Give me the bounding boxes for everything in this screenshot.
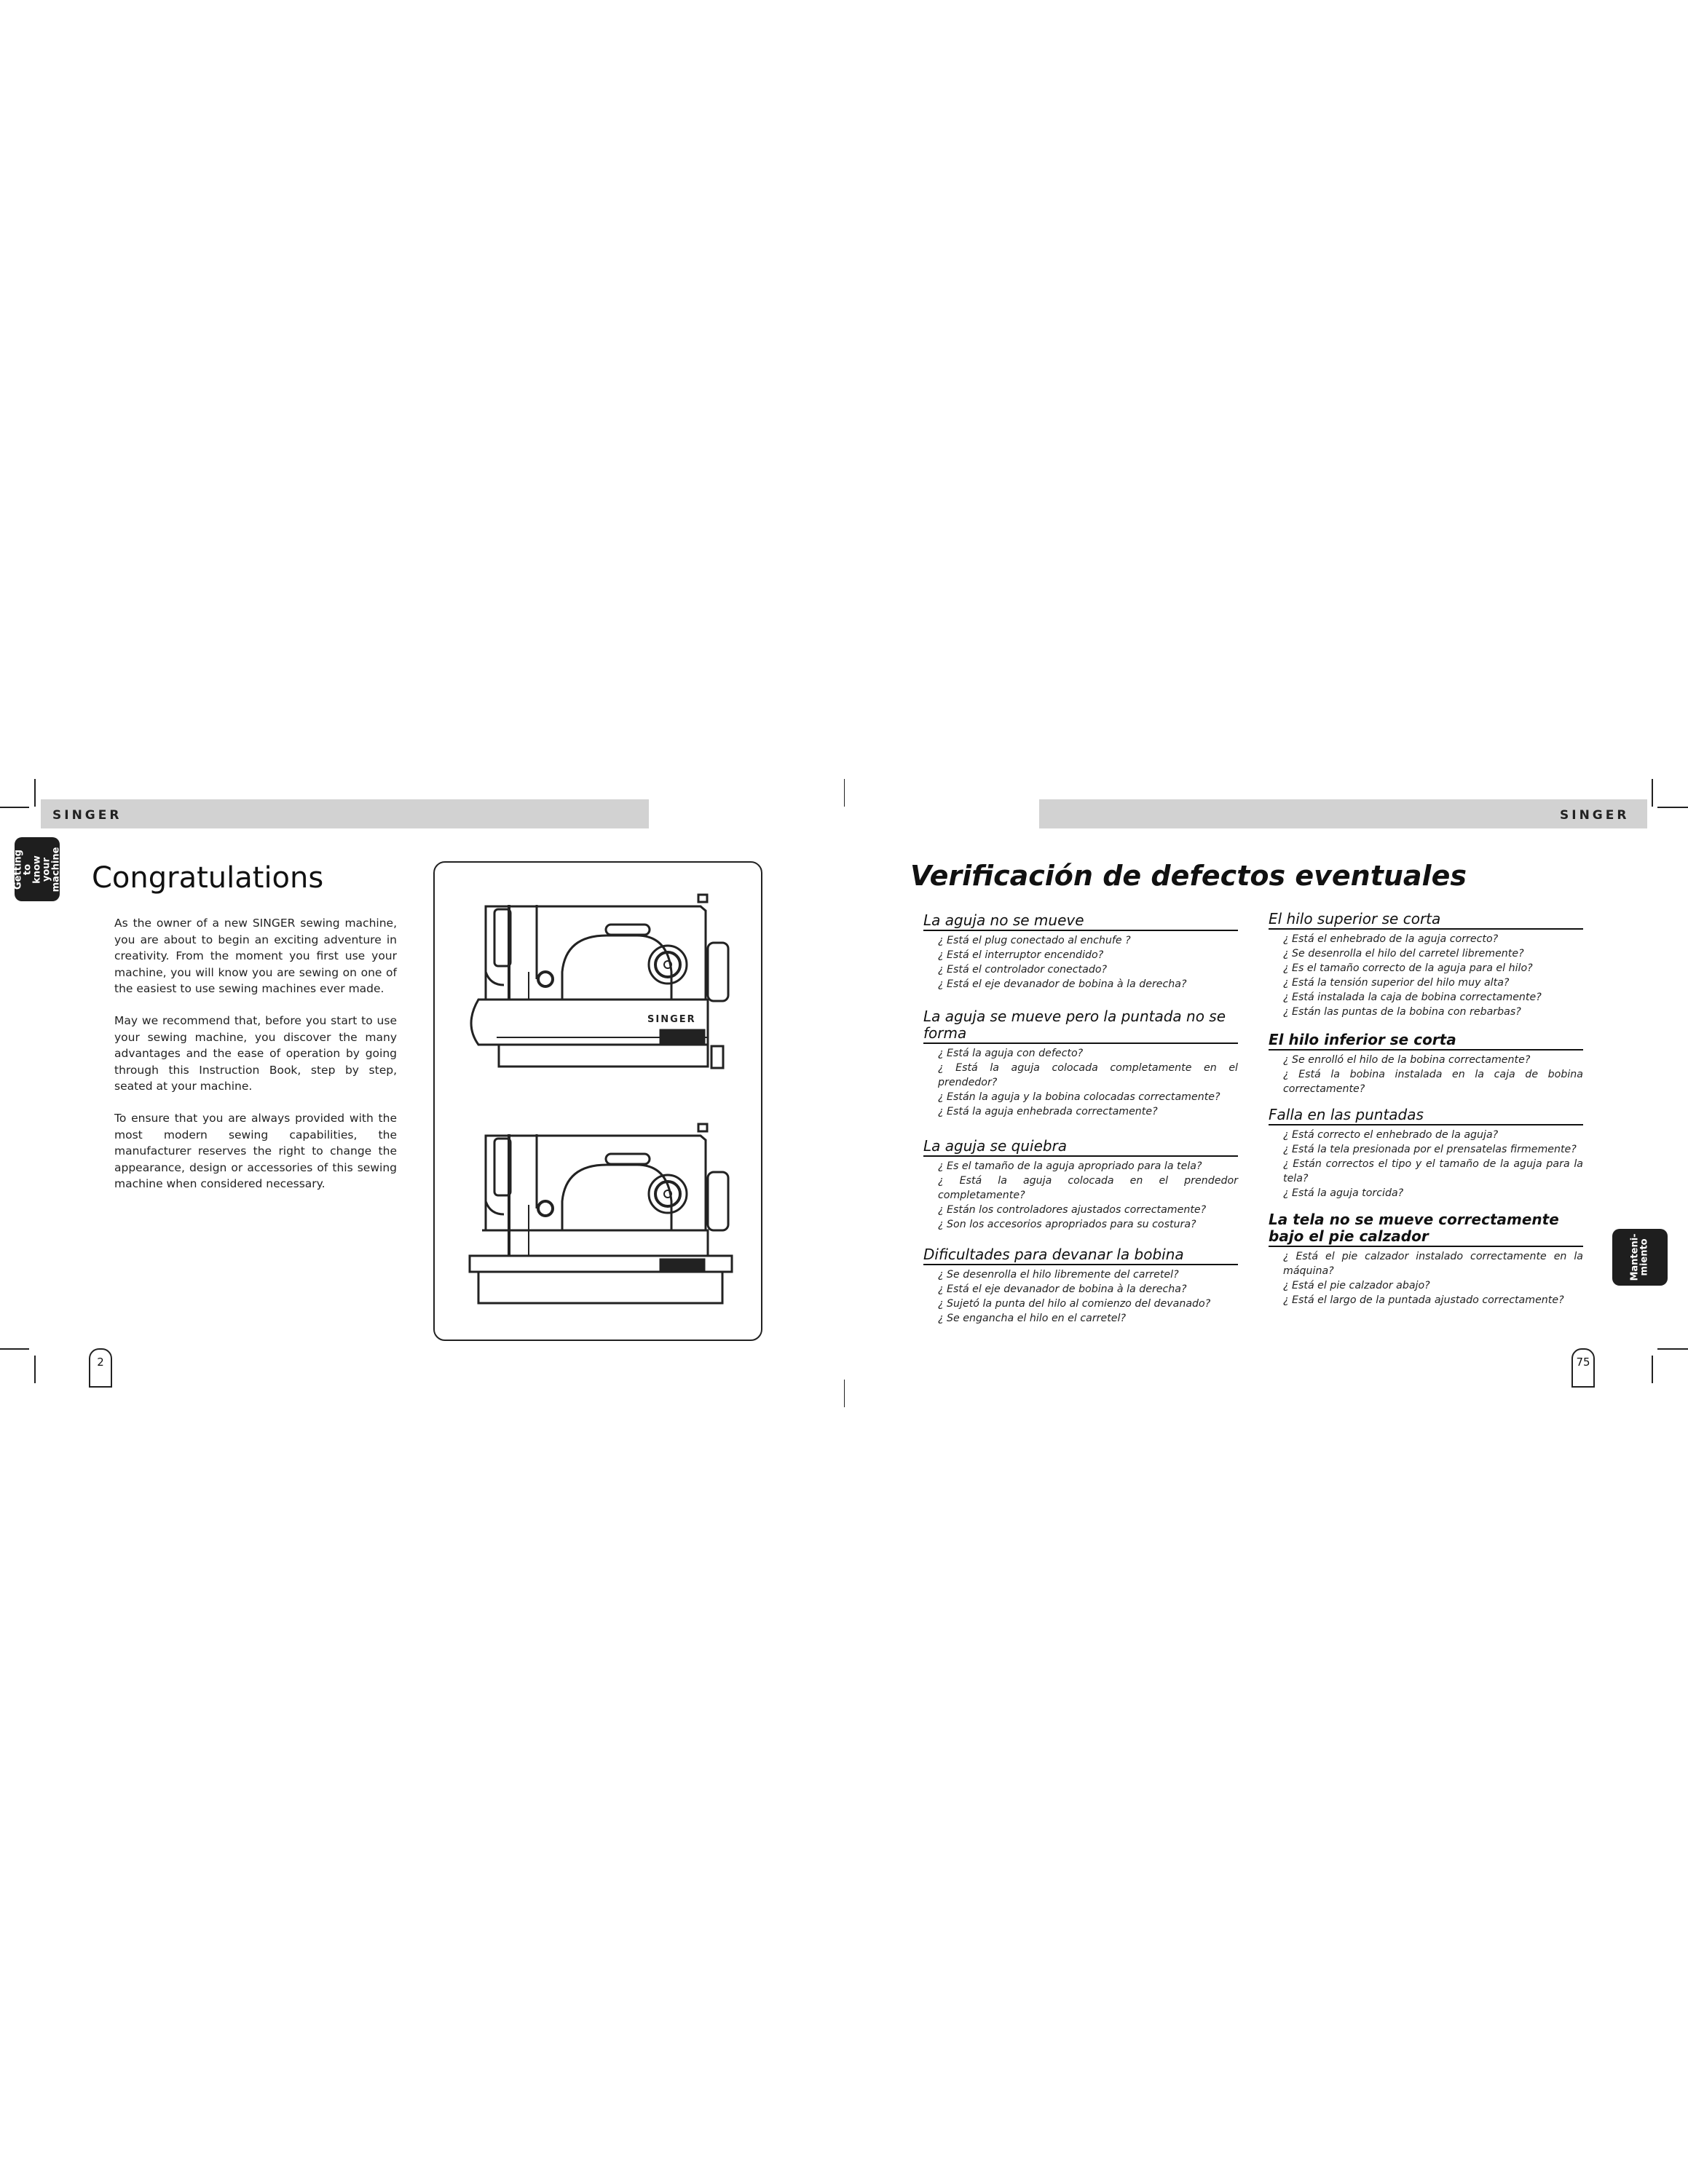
paragraph-3: To ensure that you are always provided with the most modern sewing capabilities, the manufacturer reserves the right to change the appearance, design or accessories of this sewing machine when considered necessary. bbox=[114, 1112, 397, 1190]
crop-mark bbox=[0, 807, 29, 808]
machine-brand-label: SINGER bbox=[647, 1014, 696, 1025]
section-hilo-superior-se-corta bbox=[1269, 911, 1583, 1019]
side-tab-mantenimiento bbox=[1612, 1229, 1668, 1286]
section-la-aguja-no-se-mueve bbox=[923, 912, 1238, 992]
list-item: ¿ Está el pie calzador abajo? bbox=[1283, 1280, 1430, 1291]
crop-mark bbox=[34, 779, 36, 807]
list-item: ¿ Está la bobina instalada en la caja de bobina correctamente? bbox=[1283, 1069, 1583, 1095]
crop-mark bbox=[0, 1348, 29, 1350]
list-item: ¿ Se enrolló el hilo de la bobina correctamente? bbox=[1283, 1054, 1531, 1066]
header-bar-right bbox=[1039, 799, 1647, 828]
list-item: ¿ Se desenrolla el hilo libremente del carretel? bbox=[938, 1269, 1179, 1281]
section-dificultades-devanar bbox=[923, 1246, 1238, 1326]
section-heading: La aguja se quiebra bbox=[923, 1138, 1238, 1157]
list-item: ¿ Está la aguja torcida? bbox=[1283, 1187, 1404, 1199]
page-number-left: 2 bbox=[89, 1348, 112, 1388]
list-item: ¿ Está la aguja enhebrada correctamente? bbox=[938, 1106, 1158, 1117]
crop-mark bbox=[844, 779, 845, 807]
section-heading: La tela no se mueve correctamente bajo el pie calzador bbox=[1269, 1211, 1583, 1247]
list-item: ¿ Es el tamaño correcto de la aguja para el hilo? bbox=[1283, 962, 1533, 974]
list-item: ¿ Está el enhebrado de la aguja correcto? bbox=[1283, 933, 1499, 945]
section-heading: Falla en las puntadas bbox=[1269, 1107, 1583, 1125]
page-title-right: Verificación de defectos eventuales bbox=[910, 860, 1467, 892]
paragraph-1: As the owner of a new SINGER sewing machine, you are about to begin an exciting adventure in creativity. From the moment you first use your machine, you will know you are sewing on one of the easiest to use sewing machines ever made. bbox=[114, 917, 397, 995]
side-tab-label: Manteni- miento bbox=[1629, 1233, 1650, 1281]
list-item: ¿ Es el tamaño de la aguja apropriado para la tela? bbox=[938, 1160, 1202, 1172]
sewing-machine-bottom-icon bbox=[470, 1124, 732, 1303]
list-item: ¿ Están la aguja y la bobina colocadas correctamente? bbox=[938, 1091, 1220, 1103]
section-tela-no-se-mueve bbox=[1269, 1211, 1583, 1307]
section-la-aguja-se-quiebra bbox=[923, 1138, 1238, 1232]
list-item: ¿ Está instalada la caja de bobina correctamente? bbox=[1283, 992, 1542, 1003]
list-item: ¿ Está la tela presionada por el prensatelas firmemente? bbox=[1283, 1144, 1577, 1155]
page-title-left: Congratulations bbox=[92, 861, 324, 895]
section-heading: El hilo superior se corta bbox=[1269, 911, 1583, 930]
list-item: ¿ Está la aguja colocada en el prendedor completamente? bbox=[938, 1175, 1238, 1201]
list-item: ¿ Está la tensión superior del hilo muy alta? bbox=[1283, 977, 1510, 989]
list-item: ¿ Son los accesorios apropriados para su costura? bbox=[938, 1219, 1196, 1230]
list-item: ¿ Está el eje devanador de bobina à la derecha? bbox=[938, 1283, 1187, 1295]
list-item: ¿ Está el eje devanador de bobina à la derecha? bbox=[938, 978, 1187, 990]
list-item: ¿ Está la aguja colocada completamente en el prendedor? bbox=[938, 1062, 1238, 1088]
crop-mark bbox=[1652, 779, 1653, 807]
list-item: ¿ Está el plug conectado al enchufe ? bbox=[938, 935, 1131, 946]
list-item: ¿ Está el pie calzador instalado correctamente en la máquina? bbox=[1283, 1251, 1583, 1277]
brand-left: SINGER bbox=[52, 808, 122, 823]
brand-right: SINGER bbox=[1560, 808, 1630, 823]
crop-mark bbox=[1657, 1348, 1688, 1350]
section-hilo-inferior-se-corta bbox=[1269, 1032, 1583, 1096]
crop-mark bbox=[1652, 1356, 1653, 1383]
list-item: ¿ Está el largo de la puntada ajustado correctamente? bbox=[1283, 1294, 1564, 1306]
crop-mark bbox=[844, 1380, 845, 1407]
sewing-machine-illustration bbox=[435, 863, 761, 1340]
list-item: ¿ Está correcto el enhebrado de la aguja? bbox=[1283, 1129, 1499, 1141]
list-item: ¿ Se desenrolla el hilo del carretel libremente? bbox=[1283, 948, 1524, 960]
list-item: ¿ Están correctos el tipo y el tamaño de la aguja para la tela? bbox=[1283, 1158, 1583, 1184]
side-tab-getting-to-know bbox=[12, 837, 62, 901]
list-item: ¿ Está el controlador conectado? bbox=[938, 964, 1108, 976]
crop-mark bbox=[1657, 807, 1688, 808]
list-item: ¿ Está la aguja con defecto? bbox=[938, 1048, 1084, 1059]
section-aguja-se-mueve-puntada bbox=[923, 1008, 1238, 1119]
section-heading: La aguja se mueve pero la puntada no se forma bbox=[923, 1008, 1238, 1044]
list-item: ¿ Están los controladores ajustados correctamente? bbox=[938, 1204, 1207, 1216]
side-tab-label: Getting to know your machine bbox=[12, 847, 62, 892]
list-item: ¿ Está el interruptor encendido? bbox=[938, 949, 1104, 961]
section-heading: Dificultades para devanar la bobina bbox=[923, 1246, 1238, 1265]
header-bar-left bbox=[41, 799, 649, 828]
list-item: ¿ Se engancha el hilo en el carretel? bbox=[938, 1313, 1127, 1324]
crop-mark bbox=[34, 1356, 36, 1383]
sewing-machine-top-icon bbox=[471, 895, 728, 1068]
list-item: ¿ Están las puntas de la bobina con rebarbas? bbox=[1283, 1006, 1521, 1018]
section-falla-en-las-puntadas bbox=[1269, 1107, 1583, 1200]
section-heading: La aguja no se mueve bbox=[923, 912, 1238, 931]
illustration-frame bbox=[433, 861, 762, 1341]
list-item: ¿ Sujetó la punta del hilo al comienzo del devanado? bbox=[938, 1298, 1211, 1310]
page-number-right: 75 bbox=[1571, 1348, 1595, 1388]
paragraph-2: May we recommend that, before you start to use your sewing machine, you discover the many advantages and the ease of operation by going through this Instruction Book, step by step, seated at your machine. bbox=[114, 1014, 397, 1093]
section-heading: El hilo inferior se corta bbox=[1269, 1032, 1583, 1051]
